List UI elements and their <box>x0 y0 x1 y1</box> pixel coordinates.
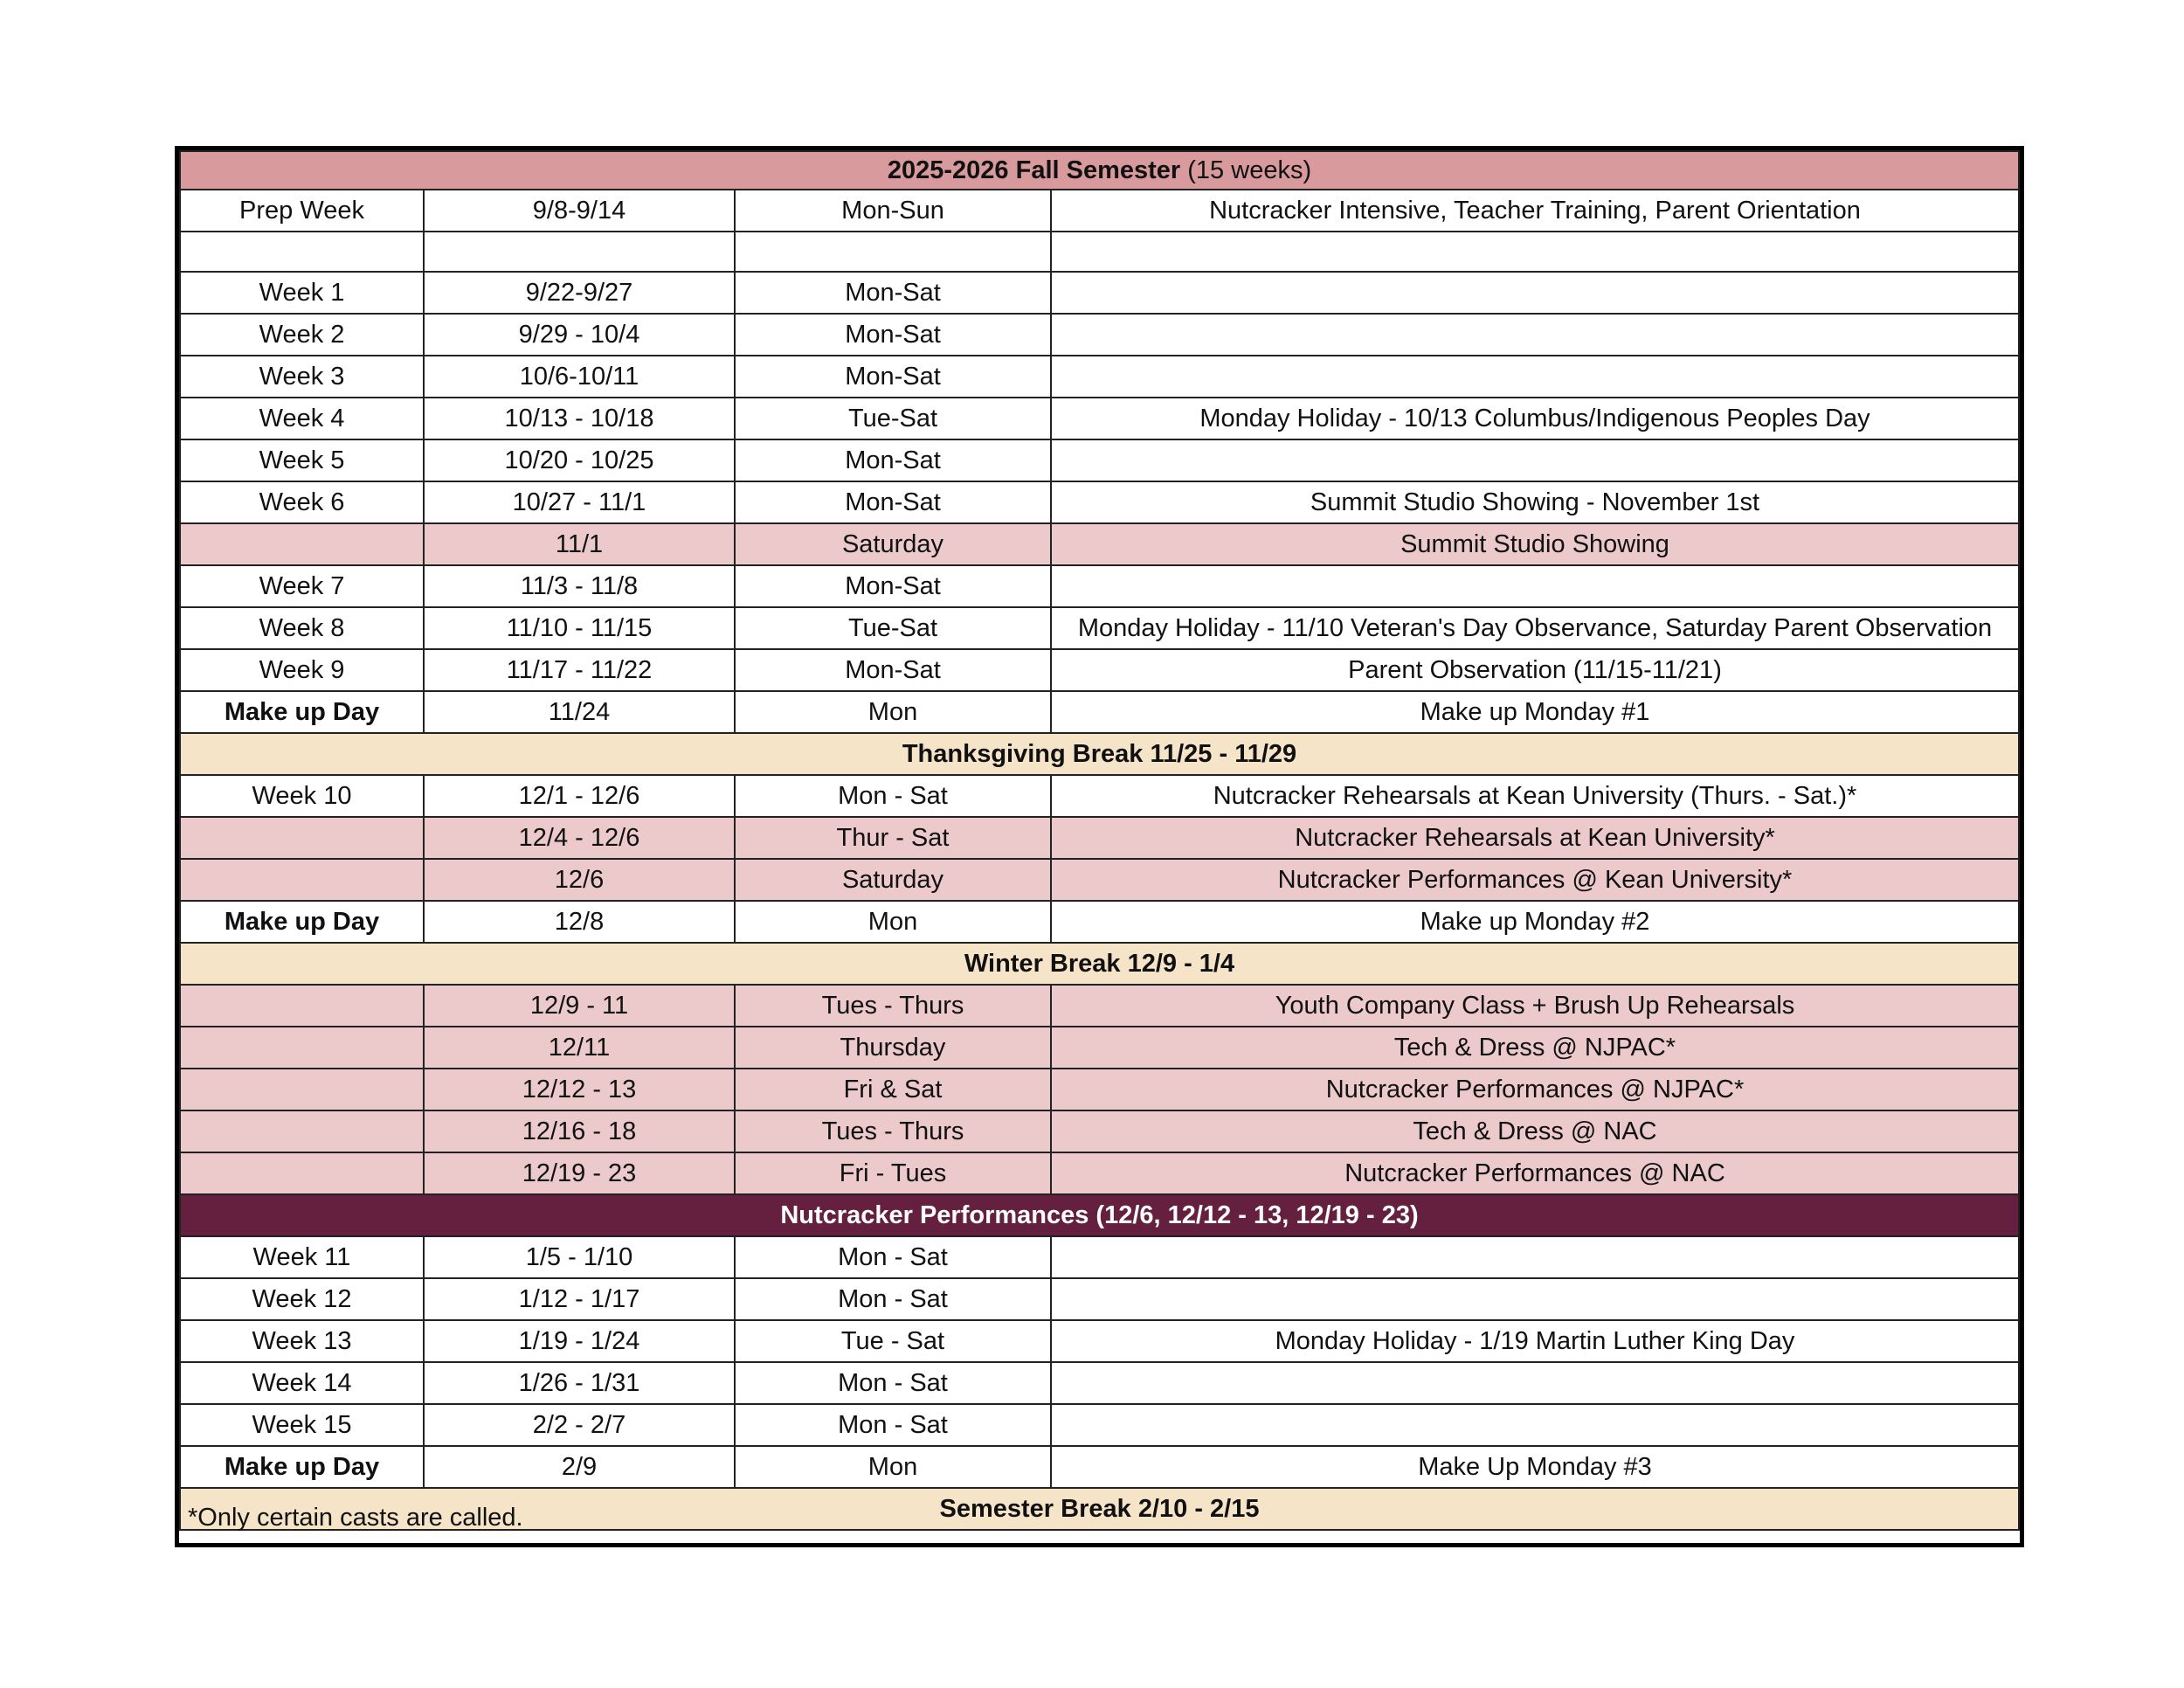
dates-cell: 9/8-9/14 <box>424 190 735 232</box>
dates-cell: 11/1 <box>424 523 735 565</box>
notes-cell <box>1051 1278 2019 1320</box>
footnote-area <box>179 1466 2020 1543</box>
days-cell: Mon - Sat <box>735 1236 1051 1278</box>
week-cell: Make up Day <box>180 901 424 943</box>
dates-cell: 12/19 - 23 <box>424 1152 735 1194</box>
dates-cell: 1/26 - 1/31 <box>424 1362 735 1404</box>
days-cell: Mon-Sat <box>735 356 1051 398</box>
week-cell: Week 3 <box>180 356 424 398</box>
dates-cell: 10/6-10/11 <box>424 356 735 398</box>
schedule-table-frame <box>175 146 2024 1547</box>
notes-cell: Tech & Dress @ NAC <box>1051 1110 2019 1152</box>
notes-cell: Make up Monday #2 <box>1051 901 2019 943</box>
semester-title <box>180 151 2019 190</box>
week-cell <box>180 1069 424 1110</box>
dates-cell: 11/17 - 11/22 <box>424 649 735 691</box>
table-row <box>180 1404 2019 1446</box>
days-cell: Tues - Thurs <box>735 985 1051 1027</box>
empty-cell <box>735 232 1051 272</box>
table-row <box>180 356 2019 398</box>
notes-cell <box>1051 1236 2019 1278</box>
week-cell <box>180 1152 424 1194</box>
table-row <box>180 1320 2019 1362</box>
week-cell: Week 15 <box>180 1404 424 1446</box>
days-cell: Mon-Sat <box>735 272 1051 314</box>
empty-cell <box>424 232 735 272</box>
dates-cell: 12/8 <box>424 901 735 943</box>
notes-cell: Nutcracker Rehearsals at Kean University (Thurs. - Sat.)* <box>1051 775 2019 817</box>
table-row <box>180 565 2019 607</box>
notes-cell: Monday Holiday - 10/13 Columbus/Indigenous Peoples Day <box>1051 398 2019 439</box>
days-cell: Tue - Sat <box>735 1320 1051 1362</box>
dates-cell: 11/10 - 11/15 <box>424 607 735 649</box>
nutcracker-performances-label: Nutcracker Performances (12/6, 12/12 - 13, 12/19 - 23) <box>180 1194 2019 1236</box>
makeup-row <box>180 901 2019 943</box>
event-row <box>180 1027 2019 1069</box>
winter-break-row <box>180 943 2019 985</box>
notes-cell: Nutcracker Rehearsals at Kean University* <box>1051 817 2019 859</box>
days-cell: Mon - Sat <box>735 1404 1051 1446</box>
week-cell <box>180 1110 424 1152</box>
days-cell: Mon-Sat <box>735 314 1051 356</box>
dates-cell: 9/22-9/27 <box>424 272 735 314</box>
footnote: *Only certain casts are called. <box>188 1504 523 1532</box>
dates-cell: 12/6 <box>424 859 735 901</box>
table-row <box>180 1278 2019 1320</box>
empty-cell <box>180 232 424 272</box>
notes-cell: Summit Studio Showing - November 1st <box>1051 481 2019 523</box>
table-row <box>180 190 2019 232</box>
table-row <box>180 314 2019 356</box>
week-cell <box>180 523 424 565</box>
days-cell: Tues - Thurs <box>735 1110 1051 1152</box>
days-cell: Mon - Sat <box>735 775 1051 817</box>
week-cell: Week 1 <box>180 272 424 314</box>
notes-cell: Make Up Monday #3 <box>1051 1446 2019 1488</box>
days-cell: Mon-Sun <box>735 190 1051 232</box>
week-cell: Week 6 <box>180 481 424 523</box>
days-cell: Mon-Sat <box>735 439 1051 481</box>
event-row <box>180 1110 2019 1152</box>
week-cell: Week 7 <box>180 565 424 607</box>
days-cell: Tue-Sat <box>735 607 1051 649</box>
notes-cell <box>1051 314 2019 356</box>
dates-cell: 12/12 - 13 <box>424 1069 735 1110</box>
dates-cell: 10/20 - 10/25 <box>424 439 735 481</box>
week-cell: Week 2 <box>180 314 424 356</box>
notes-cell <box>1051 1362 2019 1404</box>
table-row <box>180 1362 2019 1404</box>
notes-cell: Monday Holiday - 11/10 Veteran's Day Observance, Saturday Parent Observation <box>1051 607 2019 649</box>
week-cell: Week 9 <box>180 649 424 691</box>
dates-cell: 11/24 <box>424 691 735 733</box>
week-cell: Prep Week <box>180 190 424 232</box>
dates-cell: 10/13 - 10/18 <box>424 398 735 439</box>
notes-cell: Nutcracker Intensive, Teacher Training, Parent Orientation <box>1051 190 2019 232</box>
semester-break-label: Semester Break 2/10 - 2/15 <box>180 1488 2019 1530</box>
notes-cell: Parent Observation (11/15-11/21) <box>1051 649 2019 691</box>
table-row <box>180 439 2019 481</box>
event-row <box>180 1069 2019 1110</box>
notes-cell: Nutcracker Performances @ Kean University* <box>1051 859 2019 901</box>
week-cell <box>180 1027 424 1069</box>
notes-cell: Youth Company Class + Brush Up Rehearsals <box>1051 985 2019 1027</box>
week-cell <box>180 985 424 1027</box>
table-row <box>180 481 2019 523</box>
dates-cell: 12/16 - 18 <box>424 1110 735 1152</box>
empty-cell <box>1051 232 2019 272</box>
table-row <box>180 1236 2019 1278</box>
week-cell: Week 11 <box>180 1236 424 1278</box>
event-row <box>180 1152 2019 1194</box>
week-cell: Week 14 <box>180 1362 424 1404</box>
dates-cell: 1/12 - 1/17 <box>424 1278 735 1320</box>
days-cell: Saturday <box>735 523 1051 565</box>
event-row <box>180 523 2019 565</box>
winter-break-label: Winter Break 12/9 - 1/4 <box>180 943 2019 985</box>
table-row <box>180 607 2019 649</box>
days-cell: Mon <box>735 691 1051 733</box>
days-cell: Mon <box>735 1446 1051 1488</box>
days-cell: Fri - Tues <box>735 1152 1051 1194</box>
event-row <box>180 817 2019 859</box>
dates-cell: 11/3 - 11/8 <box>424 565 735 607</box>
notes-cell <box>1051 272 2019 314</box>
table-row <box>180 775 2019 817</box>
dates-cell: 2/9 <box>424 1446 735 1488</box>
semester-title-bold: 2025-2026 Fall Semester <box>887 156 1181 184</box>
days-cell: Tue-Sat <box>735 398 1051 439</box>
week-cell: Week 8 <box>180 607 424 649</box>
dates-cell: 10/27 - 11/1 <box>424 481 735 523</box>
days-cell: Mon - Sat <box>735 1278 1051 1320</box>
days-cell: Thursday <box>735 1027 1051 1069</box>
days-cell: Mon <box>735 901 1051 943</box>
dates-cell: 12/1 - 12/6 <box>424 775 735 817</box>
makeup-row <box>180 691 2019 733</box>
days-cell: Thur - Sat <box>735 817 1051 859</box>
week-cell: Week 5 <box>180 439 424 481</box>
week-cell <box>180 817 424 859</box>
days-cell: Mon-Sat <box>735 649 1051 691</box>
week-cell: Week 12 <box>180 1278 424 1320</box>
dates-cell: 12/11 <box>424 1027 735 1069</box>
notes-cell <box>1051 356 2019 398</box>
week-cell: Week 10 <box>180 775 424 817</box>
days-cell: Mon-Sat <box>735 481 1051 523</box>
notes-cell: Make up Monday #1 <box>1051 691 2019 733</box>
notes-cell: Nutcracker Performances @ NJPAC* <box>1051 1069 2019 1110</box>
dates-cell: 12/4 - 12/6 <box>424 817 735 859</box>
event-row <box>180 859 2019 901</box>
week-cell <box>180 859 424 901</box>
table-row <box>180 649 2019 691</box>
event-row <box>180 985 2019 1027</box>
semester-title-weeks: (15 weeks) <box>1180 156 1312 184</box>
schedule-table <box>179 150 2020 1531</box>
week-cell: Make up Day <box>180 691 424 733</box>
notes-cell <box>1051 565 2019 607</box>
dates-cell: 1/19 - 1/24 <box>424 1320 735 1362</box>
dates-cell: 12/9 - 11 <box>424 985 735 1027</box>
semester-title-row <box>180 151 2019 190</box>
notes-cell: Nutcracker Performances @ NAC <box>1051 1152 2019 1194</box>
notes-cell: Summit Studio Showing <box>1051 523 2019 565</box>
thanksgiving-break-row <box>180 733 2019 775</box>
notes-cell <box>1051 1404 2019 1446</box>
nutcracker-performances-row <box>180 1194 2019 1236</box>
table-row <box>180 398 2019 439</box>
dates-cell: 9/29 - 10/4 <box>424 314 735 356</box>
table-row <box>180 272 2019 314</box>
days-cell: Mon - Sat <box>735 1362 1051 1404</box>
week-cell: Make up Day <box>180 1446 424 1488</box>
dates-cell: 2/2 - 2/7 <box>424 1404 735 1446</box>
notes-cell <box>1051 439 2019 481</box>
notes-cell: Monday Holiday - 1/19 Martin Luther King Day <box>1051 1320 2019 1362</box>
days-cell: Fri & Sat <box>735 1069 1051 1110</box>
days-cell: Saturday <box>735 859 1051 901</box>
empty-row <box>180 232 2019 272</box>
thanksgiving-break-label: Thanksgiving Break 11/25 - 11/29 <box>180 733 2019 775</box>
days-cell: Mon-Sat <box>735 565 1051 607</box>
week-cell: Week 4 <box>180 398 424 439</box>
notes-cell: Tech & Dress @ NJPAC* <box>1051 1027 2019 1069</box>
week-cell: Week 13 <box>180 1320 424 1362</box>
dates-cell: 1/5 - 1/10 <box>424 1236 735 1278</box>
